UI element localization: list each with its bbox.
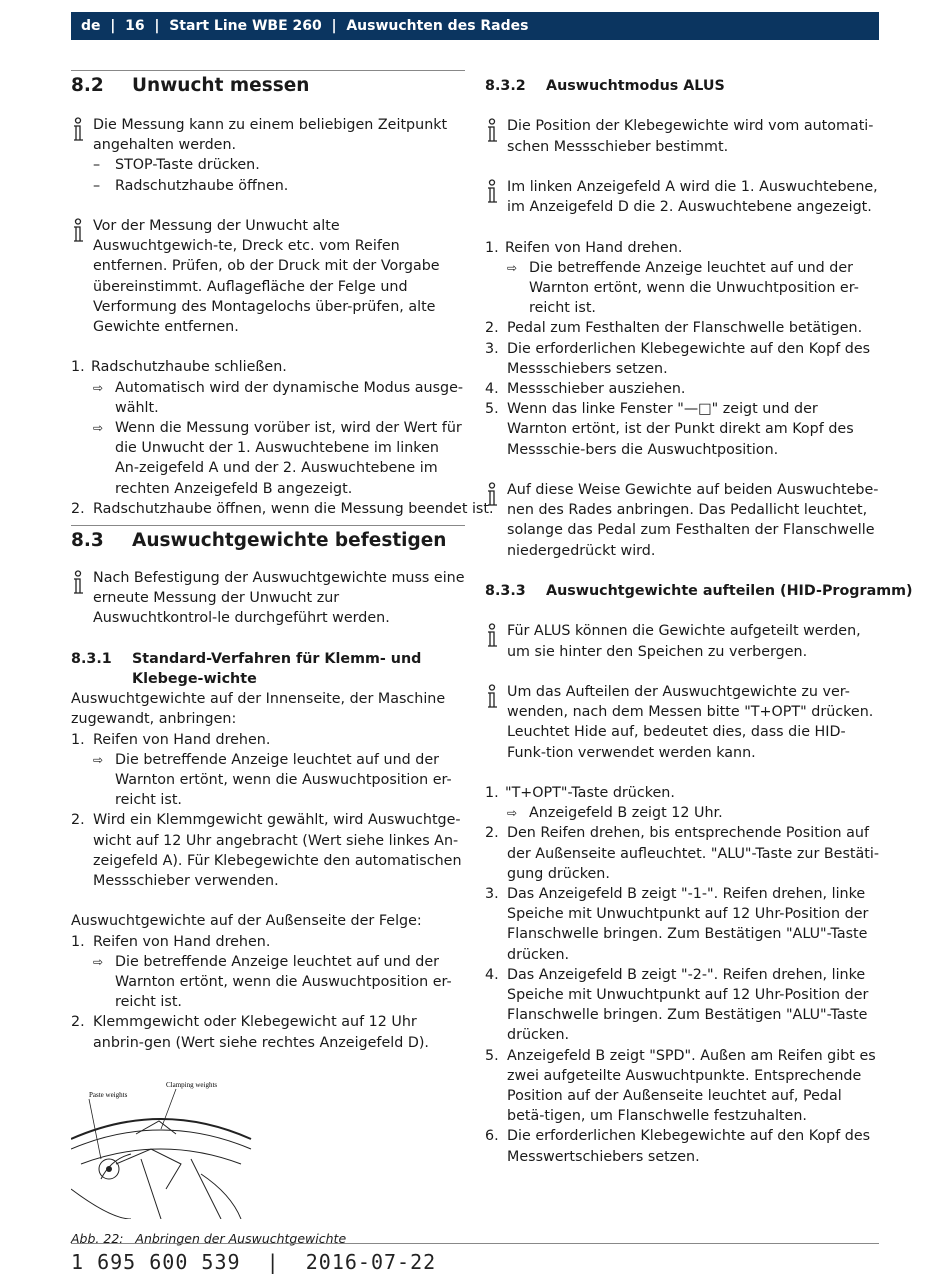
result-item: ⇨ Automatisch wird der dynamische Modus ausge-wählt. xyxy=(93,379,464,416)
section-heading-8-2: 8.2 Unwucht messen xyxy=(71,75,310,96)
arrow-icon: ⇨ xyxy=(93,752,104,767)
subsection-heading-8-3-2: 8.3.2 Auswuchtmodus ALUS xyxy=(485,78,725,94)
footer-rule xyxy=(71,1243,879,1244)
step: 5. Wenn das linke Fenster "—□" zeigt und der Warnton ertönt, ist der Punkt direkt am Kopf des Messschie-bers die Auswuchtposition. xyxy=(485,401,854,458)
label-clamping: Clamping weights xyxy=(166,1080,218,1089)
step: 1. Reifen von Hand drehen. xyxy=(71,933,271,950)
result-item: ⇨ Wenn die Messung vorüber ist, wird der Wert für die Unwucht der 1. Auswuchtebene im linken An-zeigefeld A und der 2. Auswuchtebene im rechten Anzeigefeld B angezeigt. xyxy=(93,420,462,497)
result-item: ⇨ Die betreffende Anzeige leuchtet auf und der Warnton ertönt, wenn die Auswuchtposition er-reicht ist. xyxy=(93,953,452,1011)
step: 3. Die erforderlichen Klebegewichte auf den Kopf des Messschiebers setzen. xyxy=(485,340,871,377)
note xyxy=(485,682,881,763)
info-icon xyxy=(71,218,87,244)
step: 2. Klemmgewicht oder Klebegewicht auf 12 Uhr anbrin-gen (Wert siehe rechtes Anzeigefeld D). xyxy=(71,1014,429,1051)
note-text: Im linken Anzeigefeld A wird die 1. Auswuchtebene, im Anzeigefeld D die 2. Auswuchtebene angezeigt. xyxy=(507,178,878,216)
figure-caption: Abb. 22: Anbringen der Auswuchtgewichte xyxy=(71,1231,347,1247)
step: 1. Reifen von Hand drehen. xyxy=(485,239,683,256)
section-rule xyxy=(71,70,465,71)
info-icon xyxy=(485,118,501,144)
note-text: Um das Aufteilen der Auswuchtgewichte zu ver-wenden, nach dem Messen bitte "T+OPT" drücken. Leuchtet Hide auf, bedeutet dies, dass die HID-Funk-tion verwendet werden kann. xyxy=(507,683,874,761)
step: 3. Das Anzeigefeld B zeigt "-1-". Reifen drehen, linke Speiche mit Unwuchtpunkt auf 12 Uhr-Position der Flanschwelle bringen. Zum Bestätigen "ALU"-Taste drücken. xyxy=(485,886,869,963)
step: 4. Das Anzeigefeld B zeigt "-2-". Reifen drehen, linke Speiche mit Unwuchtpunkt auf 12 Uhr-Position der Flanschwelle bringen. Zum Bestätigen "ALU"-Taste drücken. xyxy=(485,966,869,1044)
left-column xyxy=(71,60,494,1249)
label-paste: Paste weights xyxy=(89,1090,128,1099)
note xyxy=(485,177,881,217)
header-text: de | 16 | Start Line WBE 260 | Auswuchten des Rades xyxy=(81,18,529,34)
note-text: Auf diese Weise Gewichte auf beiden Auswuchtebe-nen des Rades anbringen. Das Pedallicht leuchtet, solange das Pedal zum Festhalten der Flanschwelle niedergedrückt wird. xyxy=(507,482,879,559)
step: 2. Pedal zum Festhalten der Flanschwelle betätigen. xyxy=(485,320,863,337)
step: 1. Reifen von Hand drehen. xyxy=(71,731,271,748)
subsection-heading-8-3-3: 8.3.3 Auswuchtgewichte aufteilen (HID-Programm) xyxy=(485,583,913,599)
note xyxy=(485,480,881,561)
step: 6. Die erforderlichen Klebegewichte auf den Kopf des Messwertschiebers setzen. xyxy=(485,1128,871,1165)
step: 5. Anzeigefeld B zeigt "SPD". Außen am Reifen gibt es zwei aufgeteilte Auswuchtpunkte. Entsprechende Position auf der Außenseite leuchtet auf, Pedal betä-tigen, um Flanschwelle festzuhalten. xyxy=(485,1047,876,1125)
paragraph: Auswuchtgewichte auf der Außenseite der Felge: xyxy=(71,913,422,930)
note xyxy=(71,216,465,337)
wheel-illustration xyxy=(71,1079,261,1219)
note xyxy=(71,115,465,155)
arrow-icon: ⇨ xyxy=(507,806,518,821)
step: 1. Radschutzhaube schließen. xyxy=(71,359,287,376)
note-text: Die Position der Klebegewichte wird vom automati-schen Messschieber bestimmt. xyxy=(507,118,874,155)
note xyxy=(485,116,881,156)
subsection-heading-8-3-1: 8.3.1 Standard-Verfahren für Klemm- und Klebege-wichte xyxy=(71,650,422,688)
step: 2. Radschutzhaube öffnen, wenn die Messung beendet ist. xyxy=(71,500,494,517)
info-icon xyxy=(485,684,501,710)
info-icon xyxy=(71,117,87,143)
list-item: – Radschutzhaube öffnen. xyxy=(93,177,289,194)
step: 4. Messschieber ausziehen. xyxy=(485,381,686,397)
result-item: ⇨ Anzeigefeld B zeigt 12 Uhr. xyxy=(485,803,881,823)
info-icon xyxy=(485,623,501,649)
info-icon xyxy=(71,570,87,596)
section-rule xyxy=(71,525,465,526)
info-icon xyxy=(485,179,501,205)
info-icon xyxy=(485,482,501,508)
header-bar xyxy=(71,12,879,40)
step: 2. Den Reifen drehen, bis entsprechende Position auf der Außenseite aufleuchtet. "ALU"-Taste zur Bestäti-gung drücken. xyxy=(485,825,880,882)
note xyxy=(485,621,881,661)
step: 1. "T+OPT"-Taste drücken. xyxy=(485,784,675,801)
arrow-icon: ⇨ xyxy=(507,260,518,275)
arrow-icon: ⇨ xyxy=(93,380,104,395)
note xyxy=(71,568,465,629)
right-column xyxy=(485,60,913,1167)
note-text: Die Messung kann zu einem beliebigen Zeitpunkt angehalten werden. xyxy=(93,117,448,154)
section-heading-8-3: 8.3 Auswuchtgewichte befestigen xyxy=(71,530,447,552)
note-text: Nach Befestigung der Auswuchtgewichte muss eine erneute Messung der Unwucht zur Auswuchtkontrol-le durchgeführt werden. xyxy=(93,570,465,627)
list-item: – STOP-Taste drücken. xyxy=(93,157,260,174)
paragraph: Auswuchtgewichte auf der Innenseite, der Maschine zugewandt, anbringen: xyxy=(71,691,446,728)
arrow-icon: ⇨ xyxy=(93,954,104,969)
step: 2. Wird ein Klemmgewicht gewählt, wird Auswuchtge-wicht auf 12 Uhr angebracht (Wert siehe linkes An-zeigefeld A). Für Klebegewichte den automatischen Messschieber verwenden. xyxy=(71,812,462,890)
wheel-figure xyxy=(71,1079,465,1225)
arrow-icon: ⇨ xyxy=(93,421,104,436)
footer-code: 1 695 600 539 | 2016-07-22 xyxy=(71,1250,437,1274)
note-text: Für ALUS können die Gewichte aufgeteilt werden, um sie hinter den Speichen zu verbergen. xyxy=(507,623,861,660)
result-item: ⇨ Die betreffende Anzeige leuchtet auf und der Warnton ertönt, wenn die Auswuchtposition er-reicht ist. xyxy=(93,751,452,809)
note-text: Vor der Messung der Unwucht alte Auswuchtgewich-te, Dreck etc. vom Reifen entfernen. Prüfen, ob der Druck mit der Vorgabe übereinstimmt. Auflagefläche der Felge und Verformung des Montagelochs über-prüfen, alte Gewichte entfernen. xyxy=(93,218,440,336)
result-item: ⇨ Die betreffende Anzeige leuchtet auf und der Warnton ertönt, wenn die Unwuchtposition er-reicht ist. xyxy=(507,259,859,317)
